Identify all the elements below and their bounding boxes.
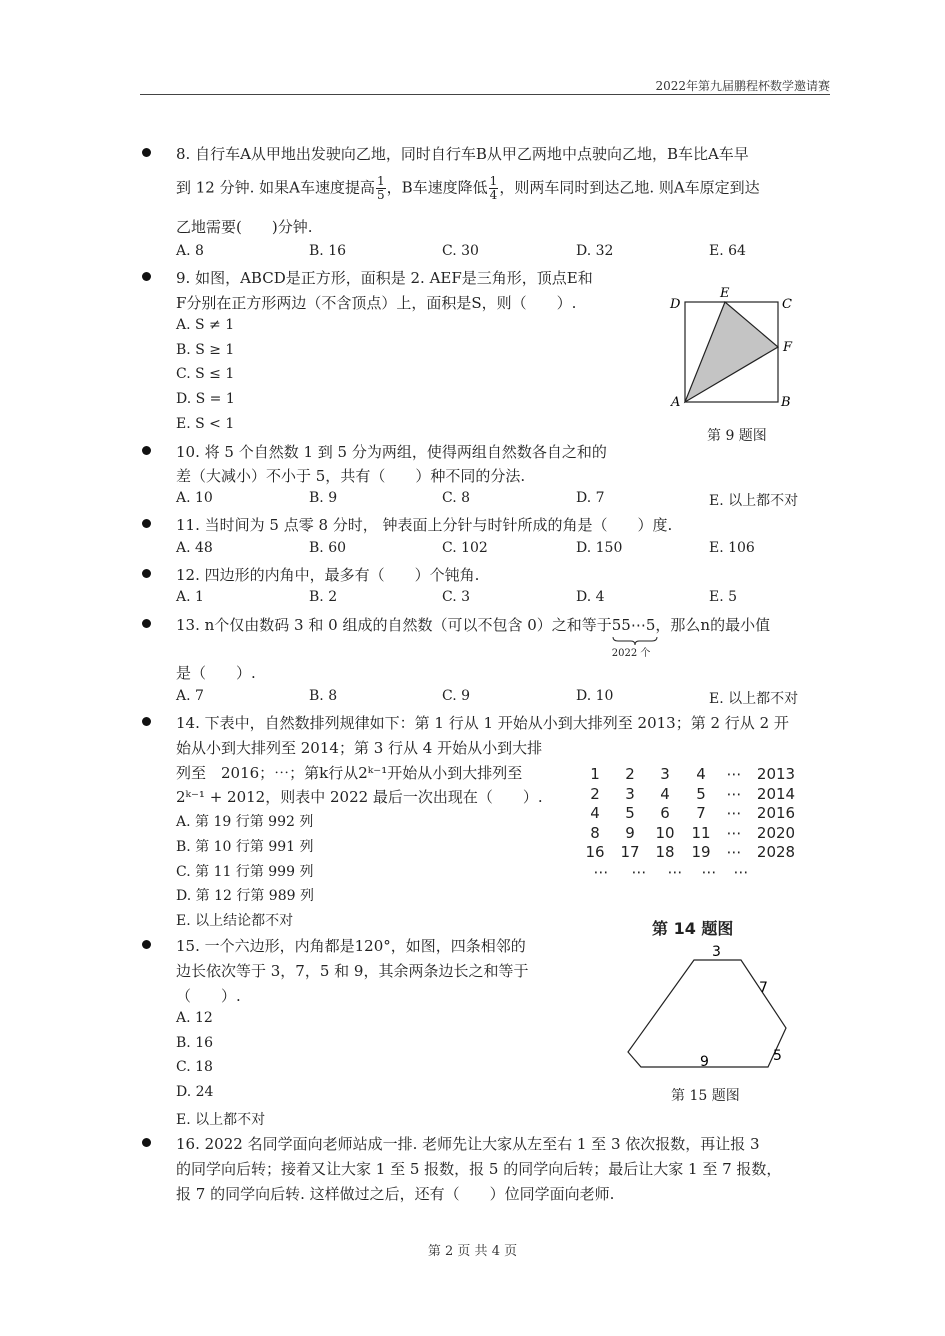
table-cell: ⋯ xyxy=(631,862,647,881)
q9-option-b: B. S ≥ 1 xyxy=(176,342,235,358)
table-cell: ⋯ xyxy=(726,823,742,842)
q14-option-d: D. 第 12 行第 989 列 xyxy=(176,888,314,904)
table-cell: ⋯ xyxy=(701,862,717,881)
table-cell: 2 xyxy=(625,765,635,783)
label-d: D xyxy=(670,297,681,312)
table-cell: 8 xyxy=(590,823,600,842)
table-cell: ⋯ xyxy=(667,862,683,881)
q10-line2: 差（大减小）不小于 5，共有（ ）种不同的分法. xyxy=(176,467,526,485)
q8-line2b: ，B车速度降低 xyxy=(386,178,488,197)
q11-option-d: D. 150 xyxy=(576,540,623,556)
bullet-q8 xyxy=(142,148,151,157)
q8-frac2-num: 1 xyxy=(489,174,498,188)
table-cell: ⋯ xyxy=(726,784,742,803)
bullet-q11 xyxy=(142,519,151,528)
bullet-q10 xyxy=(142,446,151,455)
q8-line3: 乙地需要( )分钟. xyxy=(176,218,313,236)
q13-option-d: D. 10 xyxy=(576,688,614,704)
q12-line1: 12. 四边形的内角中，最多有（ ）个钝角. xyxy=(176,566,480,584)
q8-fraction-2 xyxy=(489,175,499,202)
q8-option-a: A. 8 xyxy=(176,243,204,259)
q15-option-d: D. 24 xyxy=(176,1084,214,1100)
table-cell: 9 xyxy=(625,823,635,842)
q13-number: 55⋯5 xyxy=(611,616,656,634)
table-cell: 4 xyxy=(696,765,706,783)
q10-option-e: E. 以上都不对 xyxy=(709,493,799,509)
q9-option-a: A. S ≠ 1 xyxy=(176,317,235,333)
q10-option-c: C. 8 xyxy=(442,490,471,506)
table-cell: 11 xyxy=(691,823,711,842)
q12-option-d: D. 4 xyxy=(576,589,605,605)
q10-option-d: D. 7 xyxy=(576,490,605,506)
table-cell: 2020 xyxy=(756,823,796,842)
side-label-7: 7 xyxy=(759,980,768,996)
q12-option-a: A. 1 xyxy=(176,589,204,605)
q9-option-c: C. S ≤ 1 xyxy=(176,366,235,382)
q9-line2: F分别在正方形两边（不含顶点）上，面积是S，则（ ）. xyxy=(176,294,577,312)
q16-line1: 16. 2022 名同学面向老师站成一排. 老师先让大家从左至右 1 至 3 依次报数，再让报 3 xyxy=(176,1135,760,1153)
label-e: E xyxy=(720,286,730,301)
q13-line1 xyxy=(176,614,771,659)
table-cell: 6 xyxy=(660,804,670,823)
q14-option-b: B. 第 10 行第 991 列 xyxy=(176,839,314,855)
q14-line2: 始从小到大排列至 2014；第 3 行从 4 开始从小到大排 xyxy=(176,739,543,757)
q15-figure-caption: 第 15 题图 xyxy=(671,1088,740,1104)
q14-option-c: C. 第 11 行第 999 列 xyxy=(176,864,314,880)
label-f: F xyxy=(783,340,793,355)
q15-option-e: E. 以上都不对 xyxy=(176,1112,266,1128)
label-a: A xyxy=(671,395,681,410)
side-label-5: 5 xyxy=(773,1048,782,1064)
table-cell: ⋯ xyxy=(733,862,749,881)
table-cell: 2014 xyxy=(756,784,796,803)
q13-line1b: ，那么n的最小值 xyxy=(655,616,771,634)
q14-line1: 14. 下表中，自然数排列规律如下：第 1 行从 1 开始从小到大排列至 2013；第 2 行从 2 开 xyxy=(176,714,789,732)
q11-option-b: B. 60 xyxy=(309,540,347,556)
table-cell: ⋯ xyxy=(593,862,609,881)
q9-option-e: E. S < 1 xyxy=(176,416,235,432)
q16-line3: 报 7 的同学向后转. 这样做过之后，还有（ ）位同学面向老师. xyxy=(176,1185,615,1203)
q8-option-d: D. 32 xyxy=(576,243,614,259)
label-c: C xyxy=(782,297,792,312)
q8-fraction-1 xyxy=(376,175,386,202)
table-cell: 5 xyxy=(625,804,635,823)
q13-option-c: C. 9 xyxy=(442,688,471,704)
q13-option-e: E. 以上都不对 xyxy=(709,691,799,707)
q15-option-c: C. 18 xyxy=(176,1059,213,1075)
q13-line1a: 13. n个仅由数码 3 和 0 组成的自然数（可以不包含 0）之和等于 xyxy=(176,616,612,634)
q8-line2a: 到 12 分钟. 如果A车速度提高 xyxy=(176,178,375,197)
q9-line1: 9. 如图，ABCD是正方形，面积是 2. AEF是三角形，顶点E和 xyxy=(176,269,593,287)
bullet-q9 xyxy=(142,272,151,281)
q11-line1: 11. 当时间为 5 点零 8 分时， 钟表面上分针与时针所成的角是（ ）度. xyxy=(176,516,673,534)
q10-option-b: B. 9 xyxy=(309,490,338,506)
q8-frac1-den: 5 xyxy=(377,188,385,202)
table-cell: 4 xyxy=(590,804,600,823)
bullet-q14 xyxy=(142,717,151,726)
q12-option-e: E. 5 xyxy=(709,589,738,605)
q12-option-c: C. 3 xyxy=(442,589,471,605)
table-cell: ⋯ xyxy=(726,804,742,823)
q13-repeated-number xyxy=(611,616,656,659)
table-cell: 18 xyxy=(655,843,675,862)
q14-figure-caption: 第 14 题图 xyxy=(652,919,734,938)
q13-line2: 是（ ）. xyxy=(176,664,256,682)
table-cell: 2 xyxy=(590,784,600,803)
triangle-aef xyxy=(685,302,778,402)
q13-option-a: A. 7 xyxy=(176,688,204,704)
q8-option-b: B. 16 xyxy=(309,243,347,259)
q11-option-a: A. 48 xyxy=(176,540,213,556)
table-cell: ⋯ xyxy=(726,765,742,783)
q15-line1: 15. 一个六边形，内角都是120°，如图，四条相邻的 xyxy=(176,937,526,955)
bullet-q13 xyxy=(142,619,151,628)
q15-option-b: B. 16 xyxy=(176,1035,214,1051)
q16-line2: 的同学向后转；接着又让大家 1 至 5 报数，报 5 的同学向后转；最后让大家 1 至 7 报数， xyxy=(176,1160,782,1178)
table-cell: 5 xyxy=(696,784,706,803)
q10-option-a: A. 10 xyxy=(176,490,213,506)
q8-frac1-num: 1 xyxy=(377,174,385,188)
q11-option-e: E. 106 xyxy=(709,540,755,556)
q15-line2: 边长依次等于 3，7，5 和 9，其余两条边长之和等于 xyxy=(176,962,529,980)
table-cell: 16 xyxy=(585,843,605,862)
table-cell: 19 xyxy=(691,843,711,862)
bullet-q12 xyxy=(142,569,151,578)
table-cell: ⋯ xyxy=(726,843,742,862)
table-cell: 7 xyxy=(696,804,706,823)
q8-line2 xyxy=(176,175,760,202)
q14-line4: 2ᵏ⁻¹ + 2012，则表中 2022 最后一次出现在（ ）. xyxy=(176,788,543,806)
q9-square-figure xyxy=(665,285,805,415)
q14-option-a: A. 第 19 行第 992 列 xyxy=(176,814,314,830)
side-label-9: 9 xyxy=(700,1054,709,1070)
q8-frac2-den: 4 xyxy=(489,188,498,202)
q13-option-b: B. 8 xyxy=(309,688,338,704)
q8-line1: 8. 自行车A从甲地出发驶向乙地，同时自行车B从甲乙两地中点驶向乙地，B车比A车早 xyxy=(176,145,749,163)
q11-option-c: C. 102 xyxy=(442,540,488,556)
table-cell: 2016 xyxy=(756,804,796,823)
q10-line1: 10. 将 5 个自然数 1 到 5 分为两组，使得两组自然数各自之和的 xyxy=(176,443,607,461)
table-cell: 17 xyxy=(620,843,640,862)
q8-line2c: ，则两车同时到达乙地. 则A车原定到达 xyxy=(499,178,760,197)
label-b: B xyxy=(781,395,791,410)
q14-line3: 列至 2016；⋯；第k行从2ᵏ⁻¹开始从小到大排列至 xyxy=(176,764,523,782)
q15-option-a: A. 12 xyxy=(176,1010,213,1026)
table-cell: 10 xyxy=(655,823,675,842)
q12-option-b: B. 2 xyxy=(309,589,338,605)
q14-option-e: E. 以上结论都不对 xyxy=(176,913,294,929)
table-cell: 2028 xyxy=(756,843,796,862)
q15-line3: （ ）. xyxy=(176,987,241,1005)
table-cell: 2013 xyxy=(756,765,796,783)
page-number-footer: 第 2 页 共 4 页 xyxy=(427,1244,518,1259)
table-cell: 3 xyxy=(660,765,670,783)
table-cell: 4 xyxy=(660,784,670,803)
q15-hexagon-figure xyxy=(620,940,800,1075)
table-cell: 1 xyxy=(590,765,600,783)
header-rule xyxy=(140,94,830,95)
side-label-3: 3 xyxy=(712,944,721,960)
q8-option-e: E. 64 xyxy=(709,243,746,259)
bullet-q15 xyxy=(142,940,151,949)
q9-option-d: D. S = 1 xyxy=(176,391,235,407)
q9-figure-caption: 第 9 题图 xyxy=(707,428,767,444)
bullet-q16 xyxy=(142,1138,151,1147)
hexagon xyxy=(628,960,786,1067)
q13-brace-label: 2022 个 xyxy=(611,648,651,659)
q8-option-c: C. 30 xyxy=(442,243,479,259)
page-header-title: 2022年第九届鹏程杯数学邀请赛 xyxy=(655,79,830,93)
table-cell: 3 xyxy=(625,784,635,803)
